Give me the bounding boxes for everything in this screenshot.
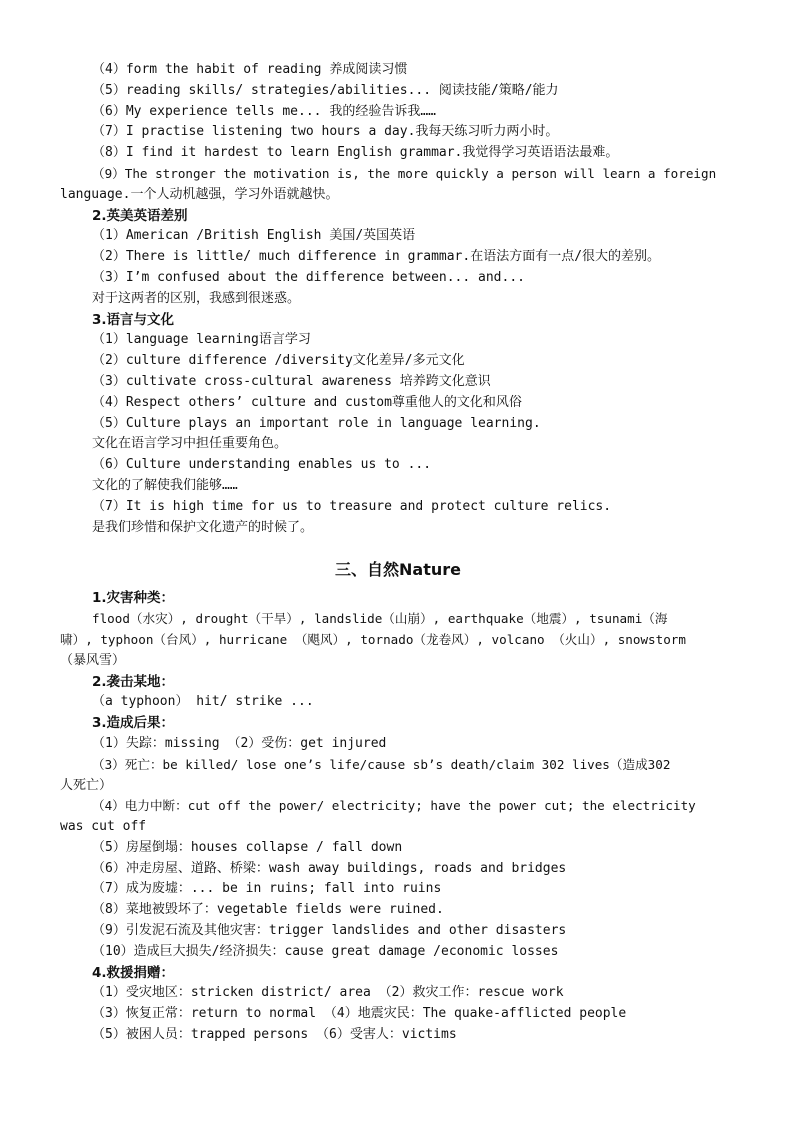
- list-item: （9）引发泥石流及其他灾害：trigger landslides and other disasters: [92, 923, 567, 939]
- list-item: （5）被困人员：trapped persons （6）受害人：victims: [92, 1027, 457, 1043]
- document-page: [60, 60, 736, 1046]
- paragraph-line: flood（水灾）, drought（干旱）, landslide（山崩）, earthquake（地震）, tsunami（海: [92, 611, 668, 627]
- paragraph-line: （暴风雪）: [60, 652, 126, 668]
- translation-text: 是我们珍惜和保护文化遗产的时候了。: [92, 519, 314, 535]
- section-heading: 3.造成后果：: [92, 715, 175, 732]
- list-item: （7）I practise listening two hours a day.我每天练习听力两小时。: [92, 124, 559, 140]
- list-item: （1）受灾地区：stricken district/ area （2）救灾工作：rescue work: [92, 985, 564, 1001]
- list-item: （3）死亡：be killed/ lose one’s life/cause sb’s death/claim 302 lives（造成302: [92, 756, 671, 772]
- list-item: （1）失踪：missing （2）受伤：get injured: [92, 735, 387, 751]
- list-item: （6）Culture understanding enables us to ...: [92, 457, 432, 473]
- list-item: （8）I find it hardest to learn English grammar.我觉得学习英语语法最难。: [92, 145, 619, 161]
- list-item: （3）恢复正常：return to normal （4）地震灾民：The quake-afflicted people: [92, 1006, 627, 1022]
- section-heading: 3.语言与文化: [92, 311, 175, 328]
- list-item: （1）American /British English 美国/英国英语: [92, 228, 416, 244]
- list-item: （10）造成巨大损失/经济损失：cause great damage /economic losses: [92, 943, 559, 959]
- section-heading: 2.袭击某地：: [92, 673, 175, 690]
- chapter-title: 三、自然Nature: [335, 560, 461, 580]
- list-item: （4）电力中断：cut off the power/ electricity; have the power cut; the electricity: [92, 798, 696, 814]
- list-item: （5）房屋倒塌：houses collapse / fall down: [92, 839, 403, 855]
- section-heading: 2.英美英语差别: [92, 207, 188, 224]
- list-item: （6）冲走房屋、道路、桥梁：wash away buildings, roads and bridges: [92, 860, 567, 876]
- list-item: （2）There is little/ much difference in grammar.在语法方面有一点/很大的差别。: [92, 249, 661, 265]
- list-item: （3）I’m confused about the difference between... and...: [92, 269, 525, 285]
- list-item: （5）reading skills/ strategies/abilities... 阅读技能/策略/能力: [92, 82, 559, 98]
- list-item: （4）Respect others’ culture and custom尊重他人的文化和风俗: [92, 394, 522, 410]
- translation-text: 对于这两者的区别，我感到很迷惑。: [92, 290, 301, 306]
- list-item: （3）cultivate cross-cultural awareness 培养跨文化意识: [92, 373, 491, 389]
- paragraph-line: （a typhoon） hit/ strike ...: [92, 694, 314, 710]
- list-item: （6）My experience tells me... 我的经验告诉我……: [92, 103, 436, 119]
- list-item: （4）form the habit of reading 养成阅读习惯: [92, 62, 408, 77]
- list-item: （1）language learning语言学习: [92, 332, 311, 348]
- list-item: （8）菜地被毁坏了：vegetable fields were ruined.: [92, 902, 444, 918]
- list-item: （9）The stronger the motivation is, the more quickly a person will learn a foreign: [92, 165, 717, 181]
- list-item-continuation: language.一个人动机越强，学习外语就越快。: [60, 186, 339, 202]
- list-item: （5）Culture plays an important role in language learning.: [92, 415, 541, 431]
- list-item: （7）It is high time for us to treasure and protect culture relics.: [92, 498, 612, 514]
- list-item: （7）成为废墟：... be in ruins; fall into ruins: [92, 881, 442, 897]
- translation-text: 文化的了解使我们能够……: [92, 477, 238, 493]
- translation-text: 文化在语言学习中担任重要角色。: [92, 436, 288, 452]
- list-item-continuation: 人死亡）: [60, 777, 113, 793]
- list-item-continuation: was cut off: [60, 819, 147, 835]
- section-heading: 4.救援捐赠：: [92, 964, 175, 981]
- list-item: （2）culture difference /diversity文化差异/多元文化: [92, 353, 465, 369]
- section-heading: 1.灾害种类：: [92, 590, 175, 607]
- paragraph-line: 啸）, typhoon（台风）, hurricane （飓风）, tornado（龙卷风）, volcano （火山）, snowstorm: [60, 631, 686, 647]
